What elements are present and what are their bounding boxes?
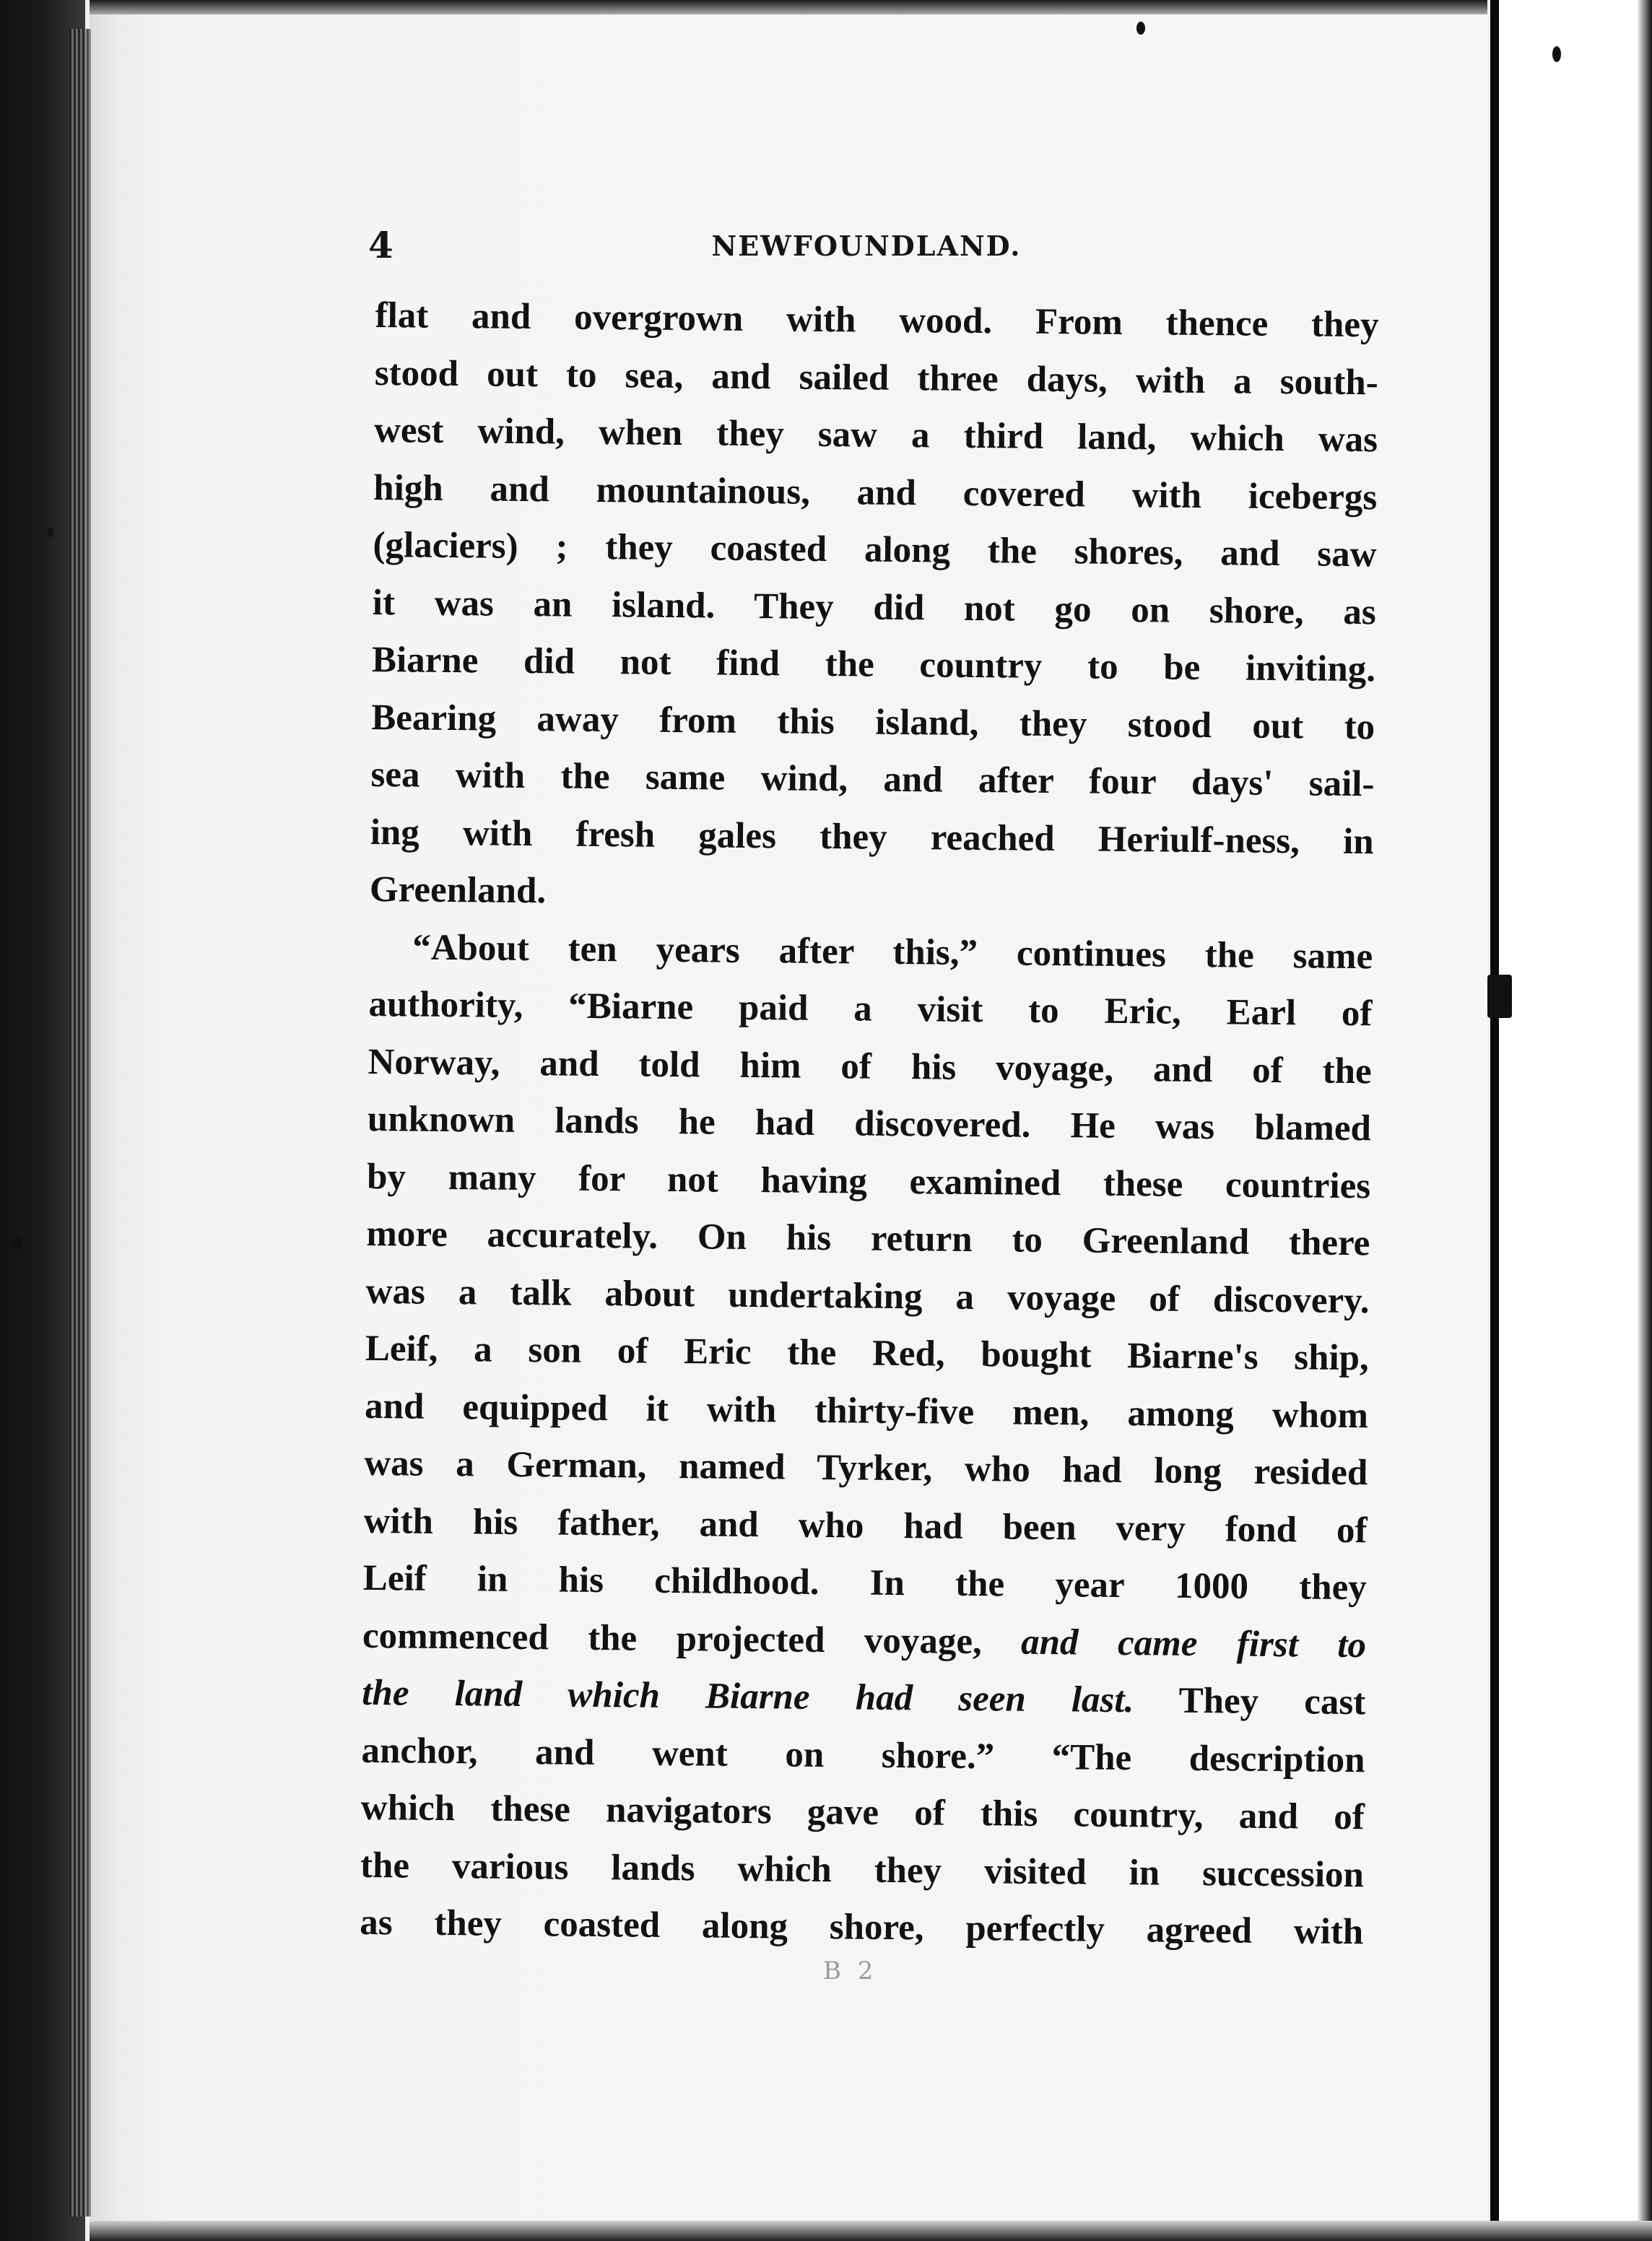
text-line: more accurately. On his return to Greenland there [366,1213,1370,1264]
text-line: Bearing away from this island, they stood out to [371,697,1375,747]
italic-run: the land which Biarne had seen last. [362,1672,1134,1721]
text-line [362,1665,1366,1732]
text-line: ing with fresh gales they reached Heriulf-ness, in [370,811,1374,862]
text-line: unknown lands he had discovered. He was blamed [367,1098,1372,1149]
page-header [368,224,1365,267]
text-line: stood out to sea, and sailed three days, with a south- [374,352,1379,403]
text-line: Biarne did not find the country to be inviting. [371,639,1376,690]
text-line: Leif in his childhood. In the year 1000 they [362,1557,1368,1609]
page-stack-edge [69,29,91,2216]
text-line: was a talk about undertaking a voyage of discovery. [365,1271,1370,1321]
text-line: by many for not having examined these countries [366,1156,1371,1206]
body-text [360,287,1379,1962]
scanner-edge-right [1638,0,1652,2241]
running-head: NEWFOUNDLAND. [711,230,1022,262]
facing-page-strip [1499,0,1652,2241]
text-line: Greenland. [369,869,547,912]
scan-speck [48,527,53,537]
scan-speck [13,1235,23,1249]
page-number: 4 [368,224,394,266]
scan-speck [1136,22,1145,35]
signature-mark: B 2 [823,1957,878,1985]
italic-run: and came first to [1020,1622,1367,1666]
text-line: was a German, named Tyrker, who had long resided [364,1442,1368,1494]
text-line [362,1607,1367,1674]
text-line: as they coasted along shore, perfectly agreed with [359,1902,1364,1953]
text-line: anchor, and went on shore.” “The description [361,1730,1365,1780]
text-line: (glaciers) ; they coasted along the shores, and saw [373,524,1377,575]
text-line: with his father, and who had been very fond of [363,1500,1368,1551]
text-run: They cast [1134,1680,1366,1723]
text-line: “About ten years after this,” continues the same [412,927,1373,977]
text-run: commenced the projected voyage, [362,1615,1022,1663]
text-line: the various lands which they visited in succession [360,1845,1365,1895]
text-line: and equipped it with thirty-five men, among whom [364,1385,1369,1436]
scan-speck [1552,46,1561,62]
page-bottom-shadow [90,2221,1652,2241]
text-line: which these navigators gave of this country, and of [360,1787,1365,1838]
text-line: flat and overgrown with wood. From thence they [375,295,1379,346]
text-line: it was an island. They did not go on shore, as [372,582,1377,632]
text-line: sea with the same wind, and after four days' sail- [370,754,1375,805]
text-line: Norway, and told him of his voyage, and of the [368,1041,1372,1092]
scan-speck [1487,975,1512,1018]
gutter-line [1490,0,1499,2241]
text-line: high and mountainous, and covered with icebergs [373,467,1378,518]
text-line: authority, “Biarne paid a visit to Eric, Earl of [368,983,1373,1035]
text-line: west wind, when they saw a third land, which was [373,409,1378,461]
text-line: Leif, a son of Eric the Red, bought Biarne's ship, [365,1328,1370,1379]
